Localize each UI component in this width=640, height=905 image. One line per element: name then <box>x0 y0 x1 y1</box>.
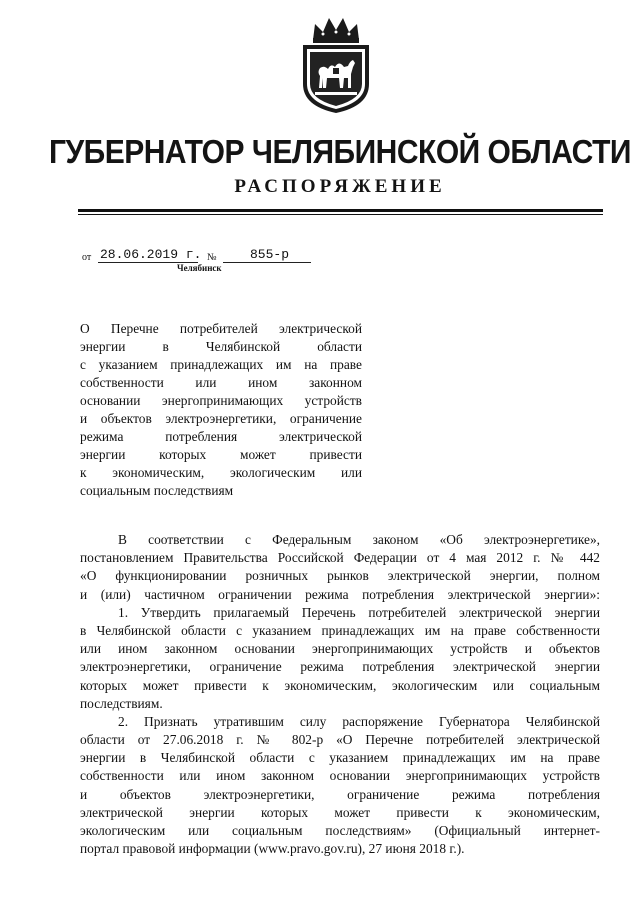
date-value: 28.06.2019 г. <box>100 247 202 262</box>
body-line: постановлением Правительства Российской Федерации от 4 мая 2012 г. № 442 <box>80 550 600 566</box>
body-line: и (или) частичном ограничении режима потребления электрической энергии»: <box>80 586 600 602</box>
subject-block <box>80 320 362 500</box>
body-line: электрической энергии которых может привести к экономическим, <box>80 804 600 820</box>
header-divider-thick <box>78 209 603 212</box>
subject-line: О Перечне потребителей электрической <box>80 321 362 336</box>
subject-line: энергии в Челябинской области <box>80 339 362 354</box>
document-type-heading: РАСПОРЯЖЕНИЕ <box>234 176 446 197</box>
body-line: которых может привести к экономическим, экологическим или социальным <box>80 677 600 693</box>
document-title: ГУБЕРНАТОР ЧЕЛЯБИНСКОЙ ОБЛАСТИ <box>49 134 631 171</box>
body-line: портал правовой информации (www.pravo.gov.ru), 27 июня 2018 г.). <box>80 841 465 857</box>
body-line: В соответствии с Федеральным законом «Об электроэнергетике», <box>118 532 600 547</box>
subject-line: к экономическим, экологическим или <box>80 465 362 480</box>
body-line: 1. Утвердить прилагаемый Перечень потребителей электрической энергии <box>118 604 600 620</box>
body-line: «О функционировании розничных рынков электрической энергии, полном <box>80 568 600 584</box>
body-line: в Челябинской области с указанием принадлежащих им на праве собственности <box>80 622 600 638</box>
body-line: электроэнергетики, ограничение режима потребления электрической энергии <box>80 659 600 675</box>
body-line: экологическим или социальным последствиям» (Официальный интернет- <box>80 823 600 838</box>
number-value: 855-р <box>250 247 290 262</box>
body-line: собственности или ином законном основании энергопринимающих устройств <box>80 768 600 784</box>
number-underline <box>223 262 311 263</box>
body-line: энергии в Челябинской области с указанием принадлежащих им на праве <box>80 750 600 766</box>
document-body <box>80 531 600 858</box>
body-line: и объектов электроэнергетики, ограничение режима потребления <box>80 786 600 802</box>
subject-line: основании энергопринимающих устройств <box>80 393 362 408</box>
subject-line: с указанием принадлежащих им на праве <box>80 357 362 372</box>
date-label: от <box>82 252 92 263</box>
header-divider-thin <box>78 214 603 215</box>
body-line: или ином законном основании энергопринимающих устройств и объектов <box>80 641 600 657</box>
subject-line: энергии которых может привести <box>80 447 362 462</box>
subject-line: социальным последствиям <box>80 483 234 498</box>
body-line: 2. Признать утратившим силу распоряжение Губернатора Челябинской <box>118 713 600 729</box>
body-line: последствиям. <box>80 695 163 711</box>
subject-line: собственности или ином законном <box>80 375 362 390</box>
body-line: области от 27.06.2018 г. № 802-р «О Перечне потребителей электрической <box>80 732 600 748</box>
subject-line: и объектов электроэнергетики, ограничение <box>80 411 362 426</box>
city-label: Челябинск <box>177 263 222 273</box>
chelyabinsk-coat-of-arms-icon <box>293 14 379 114</box>
subject-line: режима потребления электрической <box>80 429 362 444</box>
number-label: № <box>207 252 217 263</box>
